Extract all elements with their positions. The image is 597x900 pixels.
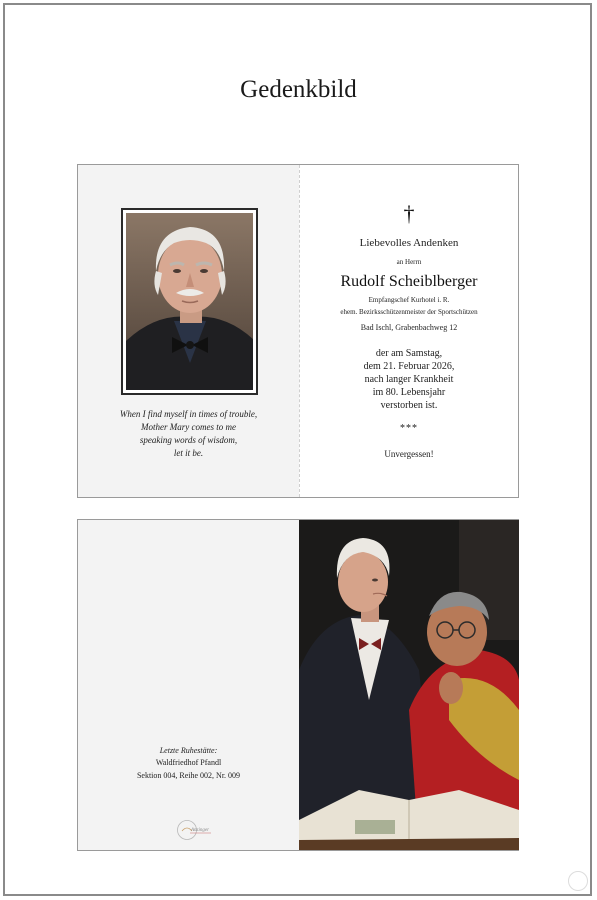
separator-stars: *** bbox=[400, 423, 418, 434]
card-back-left-panel bbox=[78, 520, 299, 850]
memorial-photo bbox=[299, 520, 519, 850]
photo-illustration bbox=[299, 520, 519, 850]
card-front-left-panel bbox=[78, 165, 299, 497]
death-notice bbox=[300, 347, 518, 412]
funeral-home-seal-icon bbox=[176, 819, 212, 841]
death-line: nach langer Krankheit bbox=[364, 374, 454, 385]
death-line: dem 21. Februar 2026, bbox=[363, 361, 455, 372]
quote-line: let it be. bbox=[173, 448, 204, 458]
role-line-1: Empfangschef Kurhotel i. R. bbox=[368, 296, 450, 304]
seal-graphic bbox=[176, 819, 212, 841]
corner-circle-icon bbox=[568, 871, 588, 891]
quote-text bbox=[78, 408, 299, 460]
portrait-illustration bbox=[126, 213, 253, 390]
deceased-name: Rudolf Scheiblberger bbox=[340, 273, 478, 290]
memorial-heading: Liebevolles Andenken bbox=[359, 237, 459, 249]
quote-line: Mother Mary comes to me bbox=[141, 422, 236, 432]
quote-line: When I find myself in times of trouble, bbox=[119, 409, 258, 419]
resting-place-name: Waldfriedhof Pfandl bbox=[155, 758, 222, 767]
resting-place-label: Letzte Ruhestätte: bbox=[159, 746, 218, 755]
role-line-2: ehem. Bezirksschützenmeister der Sportschützen bbox=[340, 308, 478, 316]
portrait-photo bbox=[126, 213, 253, 390]
salutation: an Herrn bbox=[396, 258, 422, 266]
grave-location: Sektion 004, Reihe 002, Nr. 009 bbox=[136, 771, 241, 780]
death-line: verstorben ist. bbox=[380, 400, 438, 411]
death-line: im 80. Lebensjahr bbox=[372, 387, 446, 398]
page-title: Gedenkbild bbox=[240, 76, 357, 103]
quote-line: speaking words of wisdom, bbox=[139, 435, 238, 445]
death-line: der am Samstag, bbox=[375, 348, 443, 359]
svg-text:Anzinger: Anzinger bbox=[191, 828, 210, 833]
closing-text: Unvergessen! bbox=[384, 449, 434, 459]
memorial-card-back bbox=[77, 519, 519, 851]
cross-icon: † bbox=[403, 201, 415, 226]
portrait-frame bbox=[121, 208, 258, 395]
card-front-right-panel bbox=[300, 165, 518, 497]
address: Bad Ischl, Grabenbachweg 12 bbox=[360, 323, 458, 332]
memorial-card-front bbox=[77, 164, 519, 498]
